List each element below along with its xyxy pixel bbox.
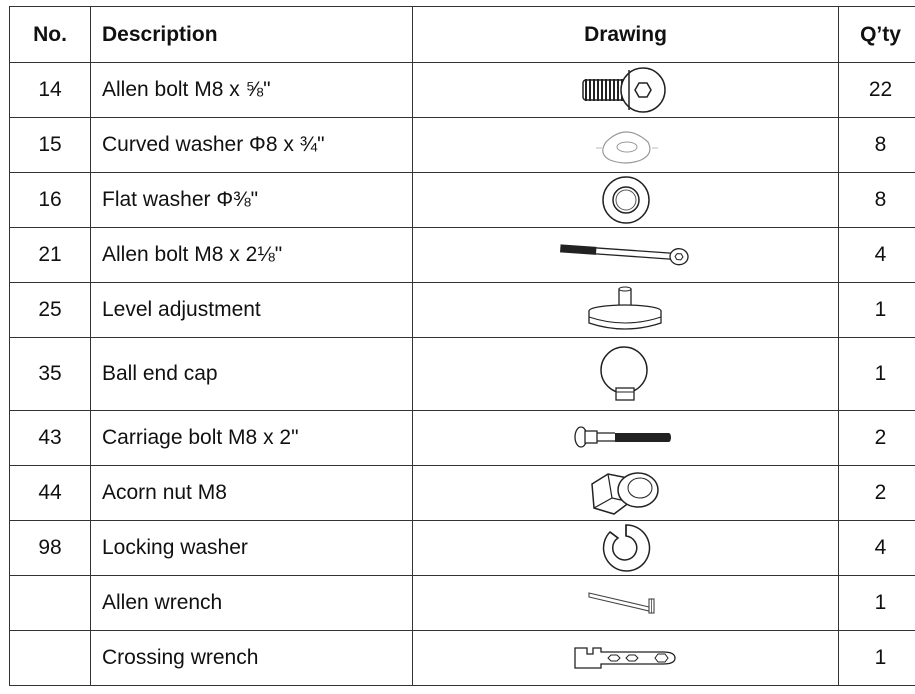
part-qty: 8: [839, 173, 915, 228]
table-row: [10, 411, 915, 466]
part-description: Carriage bolt M8 x 2": [91, 411, 413, 466]
part-description: Locking washer: [91, 521, 413, 576]
part-number: 44: [10, 466, 91, 521]
part-qty: 4: [839, 521, 915, 576]
header-qty: Q’ty: [839, 7, 915, 63]
part-number: 25: [10, 283, 91, 338]
acorn-nut-icon: [586, 468, 666, 518]
flat-washer-icon: [596, 175, 656, 225]
part-description: Curved washer Φ8 x ¾": [91, 118, 413, 173]
table-row: [10, 576, 915, 631]
part-number: 14: [10, 63, 91, 118]
part-drawing: [413, 466, 839, 521]
part-drawing: [413, 411, 839, 466]
part-number: [10, 576, 91, 631]
table-row: [10, 283, 915, 338]
table-row: [10, 466, 915, 521]
part-number: 35: [10, 338, 91, 411]
parts-table: [9, 6, 915, 686]
crossing-wrench-icon: [571, 638, 681, 678]
part-drawing: [413, 118, 839, 173]
header-drawing: Drawing: [413, 7, 839, 63]
part-description: Ball end cap: [91, 338, 413, 411]
part-qty: 2: [839, 411, 915, 466]
part-drawing: [413, 631, 839, 686]
table-row: [10, 228, 915, 283]
header-row: [10, 7, 915, 63]
table-row: [10, 118, 915, 173]
part-qty: 1: [839, 338, 915, 411]
part-drawing: [413, 283, 839, 338]
part-description: Allen wrench: [91, 576, 413, 631]
allen-wrench-icon: [581, 583, 671, 623]
carriage-bolt-icon: [571, 418, 681, 458]
part-qty: 1: [839, 631, 915, 686]
part-drawing: [413, 576, 839, 631]
part-qty: 1: [839, 576, 915, 631]
allen-bolt-long-icon: [556, 235, 696, 275]
part-qty: 22: [839, 63, 915, 118]
part-qty: 8: [839, 118, 915, 173]
part-number: 21: [10, 228, 91, 283]
curved-washer-icon: [586, 120, 666, 170]
part-description: Level adjustment: [91, 283, 413, 338]
part-description: Acorn nut M8: [91, 466, 413, 521]
table-row: [10, 521, 915, 576]
ball-end-cap-icon: [596, 342, 656, 406]
part-number: 43: [10, 411, 91, 466]
part-drawing: [413, 173, 839, 228]
table-row: [10, 338, 915, 411]
part-qty: 4: [839, 228, 915, 283]
part-drawing: [413, 228, 839, 283]
part-description: Allen bolt M8 x 2⅛": [91, 228, 413, 283]
table-row: [10, 63, 915, 118]
part-description: Allen bolt M8 x ⅝": [91, 63, 413, 118]
part-drawing: [413, 63, 839, 118]
locking-washer-icon: [596, 523, 656, 573]
part-description: Crossing wrench: [91, 631, 413, 686]
table-row: [10, 631, 915, 686]
header-no: No.: [10, 7, 91, 63]
part-qty: 1: [839, 283, 915, 338]
part-number: 16: [10, 173, 91, 228]
part-description: Flat washer Φ⅜": [91, 173, 413, 228]
part-qty: 2: [839, 466, 915, 521]
header-description: Description: [91, 7, 413, 63]
part-drawing: [413, 521, 839, 576]
level-adjustment-icon: [581, 285, 671, 335]
table-row: [10, 173, 915, 228]
part-number: 98: [10, 521, 91, 576]
part-number: 15: [10, 118, 91, 173]
part-number: [10, 631, 91, 686]
allen-bolt-short-icon: [571, 65, 681, 115]
part-drawing: [413, 338, 839, 411]
